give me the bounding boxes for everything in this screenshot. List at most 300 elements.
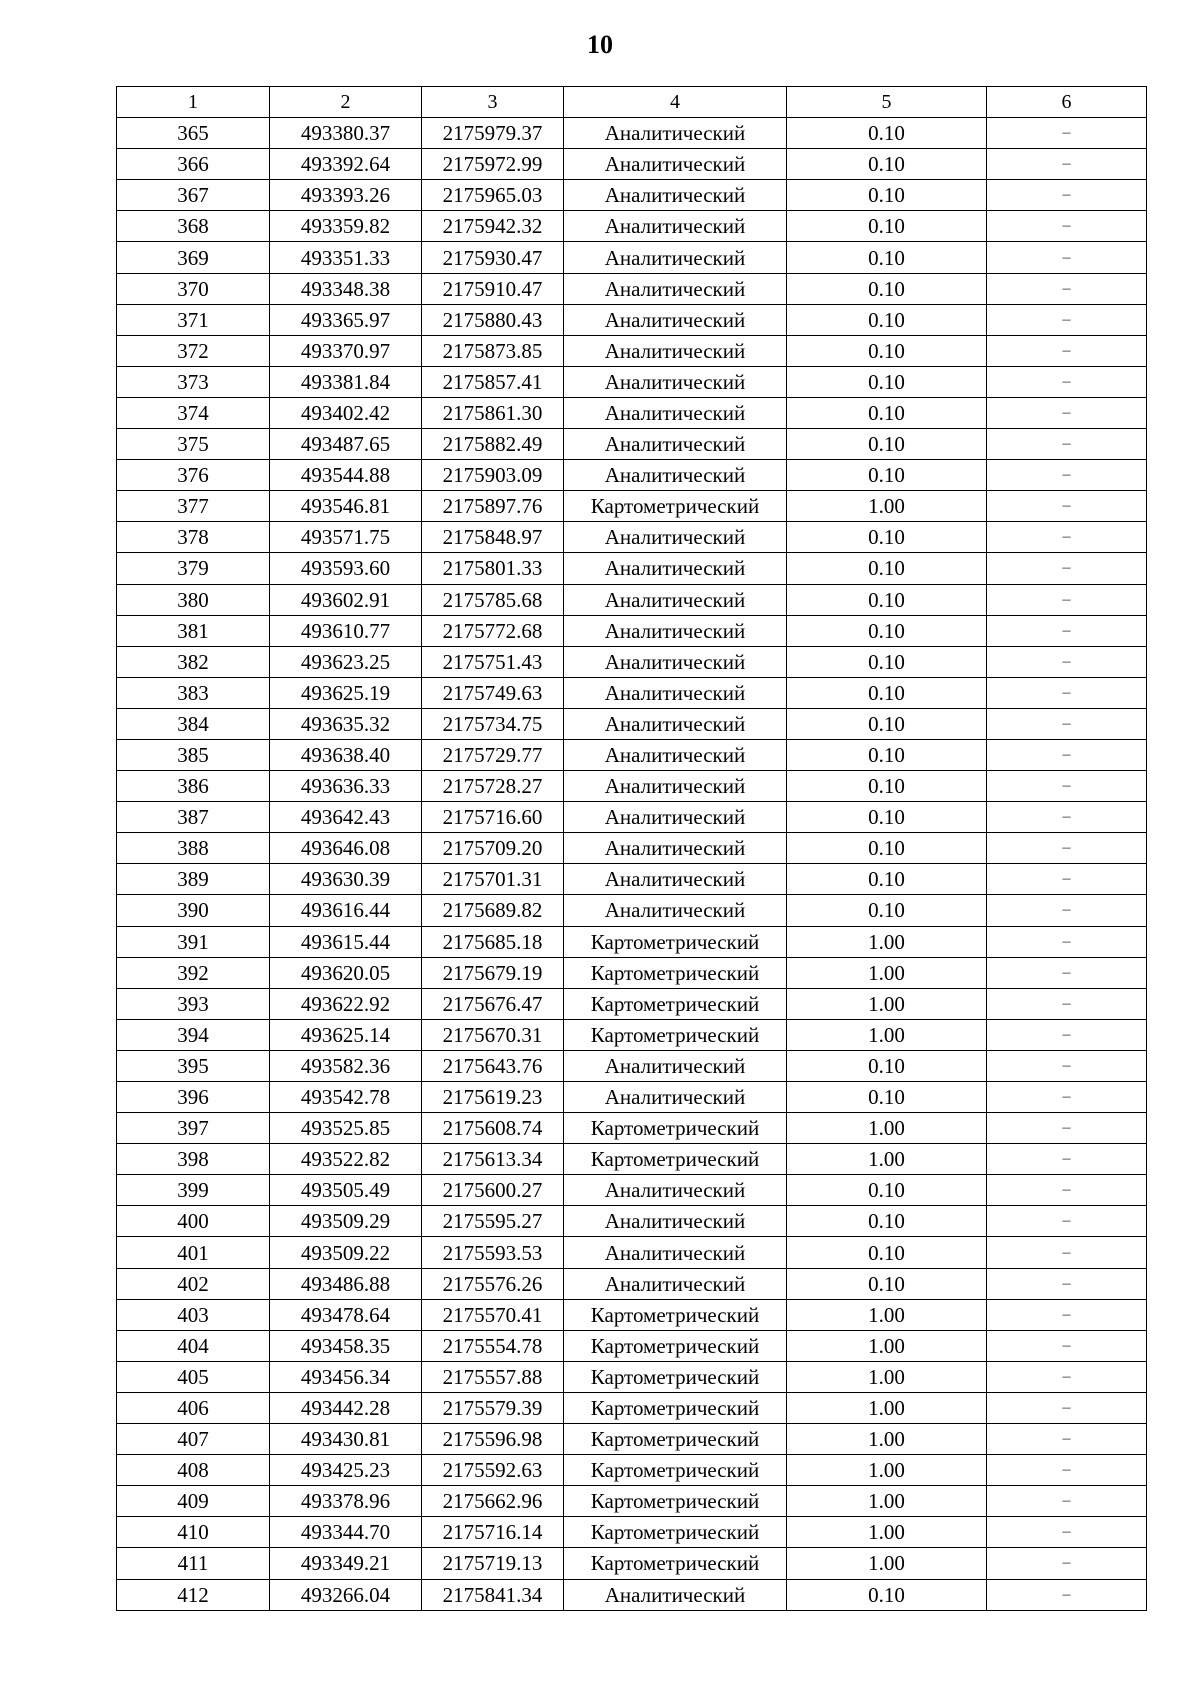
y-coordinate-cell: 2175873.85 [422, 335, 564, 366]
x-coordinate-cell: 493546.81 [270, 491, 422, 522]
y-coordinate-cell: 2175882.49 [422, 429, 564, 460]
note-cell: – [987, 1206, 1147, 1237]
point-number-cell: 407 [117, 1424, 270, 1455]
x-coordinate-cell: 493522.82 [270, 1144, 422, 1175]
accuracy-cell: 1.00 [787, 1424, 987, 1455]
table-row [117, 429, 1147, 460]
method-cell: Аналитический [564, 211, 787, 242]
note-cell: – [987, 149, 1147, 180]
method-cell: Аналитический [564, 273, 787, 304]
note-cell: – [987, 366, 1147, 397]
method-cell: Картометрический [564, 491, 787, 522]
x-coordinate-cell: 493505.49 [270, 1175, 422, 1206]
table-row [117, 1175, 1147, 1206]
note-cell: – [987, 1268, 1147, 1299]
note-cell: – [987, 739, 1147, 770]
note-cell: – [987, 646, 1147, 677]
point-number-cell: 384 [117, 708, 270, 739]
x-coordinate-cell: 493623.25 [270, 646, 422, 677]
method-cell: Аналитический [564, 118, 787, 149]
point-number-cell: 389 [117, 864, 270, 895]
accuracy-cell: 0.10 [787, 771, 987, 802]
y-coordinate-cell: 2175592.63 [422, 1455, 564, 1486]
x-coordinate-cell: 493638.40 [270, 739, 422, 770]
accuracy-cell: 0.10 [787, 1206, 987, 1237]
accuracy-cell: 0.10 [787, 677, 987, 708]
x-coordinate-cell: 493636.33 [270, 771, 422, 802]
method-cell: Аналитический [564, 522, 787, 553]
accuracy-cell: 0.10 [787, 615, 987, 646]
note-cell: – [987, 708, 1147, 739]
note-cell: – [987, 864, 1147, 895]
method-cell: Аналитический [564, 242, 787, 273]
method-cell: Картометрический [564, 1019, 787, 1050]
x-coordinate-cell: 493593.60 [270, 553, 422, 584]
accuracy-cell: 1.00 [787, 1330, 987, 1361]
point-number-cell: 380 [117, 584, 270, 615]
table-row [117, 118, 1147, 149]
x-coordinate-cell: 493370.97 [270, 335, 422, 366]
x-coordinate-cell: 493620.05 [270, 957, 422, 988]
note-cell: – [987, 677, 1147, 708]
method-cell: Картометрический [564, 1424, 787, 1455]
y-coordinate-cell: 2175619.23 [422, 1082, 564, 1113]
method-cell: Аналитический [564, 771, 787, 802]
accuracy-cell: 0.10 [787, 242, 987, 273]
point-number-cell: 374 [117, 397, 270, 428]
point-number-cell: 367 [117, 180, 270, 211]
point-number-cell: 376 [117, 460, 270, 491]
x-coordinate-cell: 493442.28 [270, 1392, 422, 1423]
y-coordinate-cell: 2175554.78 [422, 1330, 564, 1361]
accuracy-cell: 0.10 [787, 1237, 987, 1268]
accuracy-cell: 0.10 [787, 1579, 987, 1610]
note-cell: – [987, 584, 1147, 615]
y-coordinate-cell: 2175897.76 [422, 491, 564, 522]
point-number-cell: 395 [117, 1050, 270, 1081]
note-cell: – [987, 242, 1147, 273]
x-coordinate-cell: 493616.44 [270, 895, 422, 926]
method-cell: Аналитический [564, 1175, 787, 1206]
accuracy-cell: 1.00 [787, 957, 987, 988]
y-coordinate-cell: 2175749.63 [422, 677, 564, 708]
method-cell: Аналитический [564, 335, 787, 366]
x-coordinate-cell: 493544.88 [270, 460, 422, 491]
x-coordinate-cell: 493610.77 [270, 615, 422, 646]
accuracy-cell: 1.00 [787, 1019, 987, 1050]
point-number-cell: 397 [117, 1113, 270, 1144]
method-cell: Аналитический [564, 1082, 787, 1113]
y-coordinate-cell: 2175689.82 [422, 895, 564, 926]
method-cell: Аналитический [564, 895, 787, 926]
method-cell: Аналитический [564, 304, 787, 335]
table-row [117, 833, 1147, 864]
column-header: 1 [117, 87, 270, 118]
accuracy-cell: 0.10 [787, 739, 987, 770]
note-cell: – [987, 1330, 1147, 1361]
x-coordinate-cell: 493646.08 [270, 833, 422, 864]
point-number-cell: 371 [117, 304, 270, 335]
x-coordinate-cell: 493509.22 [270, 1237, 422, 1268]
accuracy-cell: 1.00 [787, 988, 987, 1019]
accuracy-cell: 1.00 [787, 1455, 987, 1486]
method-cell: Аналитический [564, 1050, 787, 1081]
x-coordinate-cell: 493542.78 [270, 1082, 422, 1113]
point-number-cell: 381 [117, 615, 270, 646]
table-row [117, 553, 1147, 584]
point-number-cell: 408 [117, 1455, 270, 1486]
accuracy-cell: 1.00 [787, 1144, 987, 1175]
method-cell: Картометрический [564, 1144, 787, 1175]
table-row [117, 584, 1147, 615]
y-coordinate-cell: 2175728.27 [422, 771, 564, 802]
y-coordinate-cell: 2175662.96 [422, 1486, 564, 1517]
x-coordinate-cell: 493622.92 [270, 988, 422, 1019]
accuracy-cell: 0.10 [787, 335, 987, 366]
table-row [117, 1299, 1147, 1330]
method-cell: Аналитический [564, 833, 787, 864]
y-coordinate-cell: 2175595.27 [422, 1206, 564, 1237]
table-row [117, 522, 1147, 553]
x-coordinate-cell: 493266.04 [270, 1579, 422, 1610]
table-row [117, 1113, 1147, 1144]
accuracy-cell: 0.10 [787, 366, 987, 397]
x-coordinate-cell: 493625.19 [270, 677, 422, 708]
y-coordinate-cell: 2175608.74 [422, 1113, 564, 1144]
y-coordinate-cell: 2175910.47 [422, 273, 564, 304]
x-coordinate-cell: 493458.35 [270, 1330, 422, 1361]
x-coordinate-cell: 493381.84 [270, 366, 422, 397]
accuracy-cell: 1.00 [787, 1113, 987, 1144]
y-coordinate-cell: 2175857.41 [422, 366, 564, 397]
accuracy-cell: 1.00 [787, 1299, 987, 1330]
y-coordinate-cell: 2175613.34 [422, 1144, 564, 1175]
note-cell: – [987, 1082, 1147, 1113]
table-row [117, 460, 1147, 491]
point-number-cell: 373 [117, 366, 270, 397]
y-coordinate-cell: 2175930.47 [422, 242, 564, 273]
accuracy-cell: 1.00 [787, 926, 987, 957]
x-coordinate-cell: 493582.36 [270, 1050, 422, 1081]
method-cell: Аналитический [564, 397, 787, 428]
method-cell: Аналитический [564, 1237, 787, 1268]
method-cell: Аналитический [564, 553, 787, 584]
x-coordinate-cell: 493380.37 [270, 118, 422, 149]
note-cell: – [987, 429, 1147, 460]
y-coordinate-cell: 2175579.39 [422, 1392, 564, 1423]
y-coordinate-cell: 2175643.76 [422, 1050, 564, 1081]
table-row [117, 149, 1147, 180]
accuracy-cell: 0.10 [787, 460, 987, 491]
table-row [117, 397, 1147, 428]
y-coordinate-cell: 2175801.33 [422, 553, 564, 584]
table-row [117, 1455, 1147, 1486]
accuracy-cell: 1.00 [787, 1361, 987, 1392]
method-cell: Аналитический [564, 739, 787, 770]
note-cell: – [987, 1455, 1147, 1486]
table-row [117, 366, 1147, 397]
table-row [117, 615, 1147, 646]
table-header-row [117, 87, 1147, 118]
point-number-cell: 405 [117, 1361, 270, 1392]
note-cell: – [987, 615, 1147, 646]
table-row [117, 273, 1147, 304]
note-cell: – [987, 118, 1147, 149]
accuracy-cell: 0.10 [787, 708, 987, 739]
point-number-cell: 382 [117, 646, 270, 677]
method-cell: Аналитический [564, 1579, 787, 1610]
table-row [117, 864, 1147, 895]
note-cell: – [987, 1019, 1147, 1050]
x-coordinate-cell: 493359.82 [270, 211, 422, 242]
note-cell: – [987, 491, 1147, 522]
point-number-cell: 401 [117, 1237, 270, 1268]
column-header: 4 [564, 87, 787, 118]
note-cell: – [987, 1548, 1147, 1579]
method-cell: Аналитический [564, 677, 787, 708]
table-row [117, 1361, 1147, 1392]
accuracy-cell: 1.00 [787, 1486, 987, 1517]
point-number-cell: 385 [117, 739, 270, 770]
point-number-cell: 412 [117, 1579, 270, 1610]
y-coordinate-cell: 2175979.37 [422, 118, 564, 149]
note-cell: – [987, 802, 1147, 833]
table-row [117, 957, 1147, 988]
table-row [117, 988, 1147, 1019]
accuracy-cell: 0.10 [787, 802, 987, 833]
accuracy-cell: 0.10 [787, 1175, 987, 1206]
note-cell: – [987, 1175, 1147, 1206]
y-coordinate-cell: 2175709.20 [422, 833, 564, 864]
y-coordinate-cell: 2175861.30 [422, 397, 564, 428]
note-cell: – [987, 1424, 1147, 1455]
x-coordinate-cell: 493430.81 [270, 1424, 422, 1455]
y-coordinate-cell: 2175734.75 [422, 708, 564, 739]
point-number-cell: 369 [117, 242, 270, 273]
method-cell: Аналитический [564, 1206, 787, 1237]
table-row [117, 1517, 1147, 1548]
note-cell: – [987, 211, 1147, 242]
accuracy-cell: 0.10 [787, 553, 987, 584]
y-coordinate-cell: 2175593.53 [422, 1237, 564, 1268]
table-row [117, 677, 1147, 708]
method-cell: Картометрический [564, 1392, 787, 1423]
x-coordinate-cell: 493349.21 [270, 1548, 422, 1579]
y-coordinate-cell: 2175570.41 [422, 1299, 564, 1330]
point-number-cell: 386 [117, 771, 270, 802]
y-coordinate-cell: 2175785.68 [422, 584, 564, 615]
method-cell: Картометрический [564, 1548, 787, 1579]
method-cell: Картометрический [564, 926, 787, 957]
x-coordinate-cell: 493425.23 [270, 1455, 422, 1486]
y-coordinate-cell: 2175772.68 [422, 615, 564, 646]
column-header: 3 [422, 87, 564, 118]
x-coordinate-cell: 493344.70 [270, 1517, 422, 1548]
accuracy-cell: 0.10 [787, 211, 987, 242]
accuracy-cell: 1.00 [787, 1517, 987, 1548]
method-cell: Картометрический [564, 1113, 787, 1144]
y-coordinate-cell: 2175596.98 [422, 1424, 564, 1455]
table-row [117, 242, 1147, 273]
note-cell: – [987, 895, 1147, 926]
note-cell: – [987, 304, 1147, 335]
note-cell: – [987, 180, 1147, 211]
y-coordinate-cell: 2175848.97 [422, 522, 564, 553]
note-cell: – [987, 553, 1147, 584]
table-row [117, 1050, 1147, 1081]
point-number-cell: 365 [117, 118, 270, 149]
point-number-cell: 411 [117, 1548, 270, 1579]
note-cell: – [987, 926, 1147, 957]
point-number-cell: 398 [117, 1144, 270, 1175]
method-cell: Аналитический [564, 708, 787, 739]
accuracy-cell: 1.00 [787, 1548, 987, 1579]
accuracy-cell: 0.10 [787, 1268, 987, 1299]
method-cell: Аналитический [564, 1268, 787, 1299]
column-header: 2 [270, 87, 422, 118]
method-cell: Картометрический [564, 1517, 787, 1548]
x-coordinate-cell: 493525.85 [270, 1113, 422, 1144]
y-coordinate-cell: 2175903.09 [422, 460, 564, 491]
table-row [117, 180, 1147, 211]
accuracy-cell: 0.10 [787, 522, 987, 553]
point-number-cell: 370 [117, 273, 270, 304]
note-cell: – [987, 1361, 1147, 1392]
note-cell: – [987, 1237, 1147, 1268]
point-number-cell: 406 [117, 1392, 270, 1423]
method-cell: Аналитический [564, 429, 787, 460]
note-cell: – [987, 522, 1147, 553]
point-number-cell: 402 [117, 1268, 270, 1299]
y-coordinate-cell: 2175719.13 [422, 1548, 564, 1579]
table-row [117, 1082, 1147, 1113]
table-row [117, 1330, 1147, 1361]
method-cell: Картометрический [564, 1455, 787, 1486]
y-coordinate-cell: 2175676.47 [422, 988, 564, 1019]
table-row [117, 802, 1147, 833]
point-number-cell: 396 [117, 1082, 270, 1113]
point-number-cell: 404 [117, 1330, 270, 1361]
note-cell: – [987, 957, 1147, 988]
x-coordinate-cell: 493392.64 [270, 149, 422, 180]
table-row [117, 1237, 1147, 1268]
y-coordinate-cell: 2175600.27 [422, 1175, 564, 1206]
y-coordinate-cell: 2175679.19 [422, 957, 564, 988]
point-number-cell: 368 [117, 211, 270, 242]
note-cell: – [987, 1299, 1147, 1330]
table-row [117, 708, 1147, 739]
x-coordinate-cell: 493378.96 [270, 1486, 422, 1517]
point-number-cell: 399 [117, 1175, 270, 1206]
method-cell: Картометрический [564, 1330, 787, 1361]
point-number-cell: 383 [117, 677, 270, 708]
accuracy-cell: 0.10 [787, 584, 987, 615]
y-coordinate-cell: 2175972.99 [422, 149, 564, 180]
accuracy-cell: 0.10 [787, 833, 987, 864]
note-cell: – [987, 273, 1147, 304]
x-coordinate-cell: 493615.44 [270, 926, 422, 957]
method-cell: Картометрический [564, 1361, 787, 1392]
note-cell: – [987, 988, 1147, 1019]
method-cell: Аналитический [564, 149, 787, 180]
method-cell: Картометрический [564, 1299, 787, 1330]
y-coordinate-cell: 2175942.32 [422, 211, 564, 242]
x-coordinate-cell: 493393.26 [270, 180, 422, 211]
y-coordinate-cell: 2175729.77 [422, 739, 564, 770]
note-cell: – [987, 833, 1147, 864]
table-row [117, 1424, 1147, 1455]
table-row [117, 926, 1147, 957]
table-row [117, 1392, 1147, 1423]
table-row [117, 1144, 1147, 1175]
note-cell: – [987, 1486, 1147, 1517]
method-cell: Аналитический [564, 180, 787, 211]
method-cell: Аналитический [564, 646, 787, 677]
accuracy-cell: 0.10 [787, 180, 987, 211]
accuracy-cell: 1.00 [787, 1392, 987, 1423]
x-coordinate-cell: 493635.32 [270, 708, 422, 739]
table-row [117, 1206, 1147, 1237]
point-number-cell: 390 [117, 895, 270, 926]
point-number-cell: 394 [117, 1019, 270, 1050]
y-coordinate-cell: 2175716.60 [422, 802, 564, 833]
x-coordinate-cell: 493642.43 [270, 802, 422, 833]
accuracy-cell: 0.10 [787, 118, 987, 149]
table-row [117, 335, 1147, 366]
table-row [117, 1019, 1147, 1050]
y-coordinate-cell: 2175670.31 [422, 1019, 564, 1050]
x-coordinate-cell: 493365.97 [270, 304, 422, 335]
method-cell: Аналитический [564, 864, 787, 895]
x-coordinate-cell: 493402.42 [270, 397, 422, 428]
y-coordinate-cell: 2175965.03 [422, 180, 564, 211]
note-cell: – [987, 1144, 1147, 1175]
point-number-cell: 387 [117, 802, 270, 833]
point-number-cell: 392 [117, 957, 270, 988]
note-cell: – [987, 397, 1147, 428]
y-coordinate-cell: 2175880.43 [422, 304, 564, 335]
accuracy-cell: 0.10 [787, 429, 987, 460]
accuracy-cell: 0.10 [787, 864, 987, 895]
accuracy-cell: 0.10 [787, 1082, 987, 1113]
x-coordinate-cell: 493602.91 [270, 584, 422, 615]
accuracy-cell: 1.00 [787, 491, 987, 522]
x-coordinate-cell: 493486.88 [270, 1268, 422, 1299]
accuracy-cell: 0.10 [787, 1050, 987, 1081]
accuracy-cell: 0.10 [787, 304, 987, 335]
table-row [117, 304, 1147, 335]
note-cell: – [987, 335, 1147, 366]
method-cell: Аналитический [564, 584, 787, 615]
accuracy-cell: 0.10 [787, 895, 987, 926]
point-number-cell: 372 [117, 335, 270, 366]
note-cell: – [987, 1050, 1147, 1081]
table-row [117, 895, 1147, 926]
note-cell: – [987, 1517, 1147, 1548]
note-cell: – [987, 1392, 1147, 1423]
table-row [117, 739, 1147, 770]
method-cell: Картометрический [564, 988, 787, 1019]
x-coordinate-cell: 493487.65 [270, 429, 422, 460]
column-header: 5 [787, 87, 987, 118]
table-row [117, 491, 1147, 522]
y-coordinate-cell: 2175685.18 [422, 926, 564, 957]
y-coordinate-cell: 2175841.34 [422, 1579, 564, 1610]
accuracy-cell: 0.10 [787, 149, 987, 180]
accuracy-cell: 0.10 [787, 273, 987, 304]
table-row [117, 211, 1147, 242]
table-row [117, 1579, 1147, 1610]
